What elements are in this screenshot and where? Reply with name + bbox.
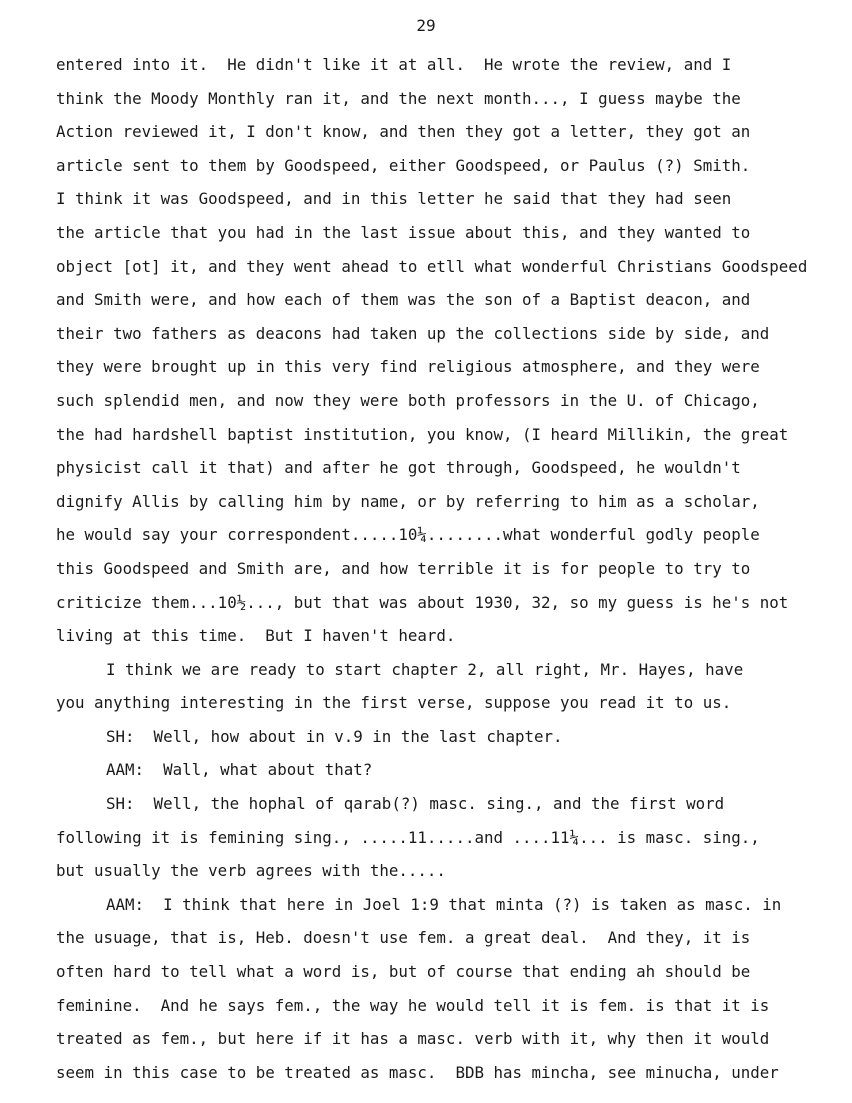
text-line: criticize them...10½..., but that was about 1930, 32, so my guess is he's not xyxy=(56,592,789,612)
text-line: article sent to them by Goodspeed, either Goodspeed, or Paulus (?) Smith. xyxy=(56,155,751,175)
speaker-line-aam: AAM: I think that here in Joel 1:9 that minta (?) is taken as masc. in xyxy=(106,894,782,914)
text-line: this Goodspeed and Smith are, and how terrible it is for people to try to xyxy=(56,558,751,578)
transcript-body xyxy=(56,48,840,1089)
text-line: the article that you had in the last issue about this, and they wanted to xyxy=(56,222,751,242)
text-line: Action reviewed it, I don't know, and then they got a letter, they got an xyxy=(56,122,751,142)
text-line: entered into it. He didn't like it at all. He wrote the review, and I xyxy=(56,55,732,74)
text-line: they were brought up in this very find religious atmosphere, and they were xyxy=(56,357,760,377)
page-number: 29 xyxy=(416,16,436,35)
text-line: but usually the verb agrees with the..... xyxy=(56,861,446,881)
text-line: often hard to tell what a word is, but of course that ending ah should be xyxy=(56,962,751,982)
text-line: object [ot] it, and they went ahead to etll what wonderful Christians Goodspeed xyxy=(56,256,808,276)
text-line: you anything interesting in the first verse, suppose you read it to us. xyxy=(56,693,732,713)
text-line: treated as fem., but here if it has a masc. verb with it, why then it would xyxy=(56,1029,770,1049)
speaker-line-aam: AAM: Wall, what about that? xyxy=(106,760,373,780)
text-line: the usuage, that is, Heb. doesn't use fem. a great deal. And they, it is xyxy=(56,928,751,948)
speaker-line-sh: SH: Well, the hophal of qarab(?) masc. sing., and the first word xyxy=(106,794,725,814)
text-line: physicist call it that) and after he got through, Goodspeed, he wouldn't xyxy=(56,458,741,478)
text-line: the had hardshell baptist institution, you know, (I heard Millikin, the great xyxy=(56,424,789,444)
text-line: their two fathers as deacons had taken up the collections side by side, and xyxy=(56,323,770,343)
text-line: such splendid men, and now they were both professors in the U. of Chicago, xyxy=(56,390,760,410)
text-line: living at this time. But I haven't heard. xyxy=(56,626,456,646)
text-line: think the Moody Monthly ran it, and the next month..., I guess maybe the xyxy=(56,88,741,108)
text-line: he would say your correspondent.....10¼........what wonderful godly people xyxy=(56,525,760,545)
text-line: following it is femining sing., .....11.....and ....11¼... is masc. sing., xyxy=(56,827,760,847)
speaker-line-sh: SH: Well, how about in v.9 in the last chapter. xyxy=(106,726,563,746)
text-line: seem in this case to be treated as masc. BDB has mincha, see minucha, under xyxy=(56,1062,779,1082)
paragraph-start-line: I think we are ready to start chapter 2, all right, Mr. Hayes, have xyxy=(106,659,744,679)
text-line: I think it was Goodspeed, and in this letter he said that they had seen xyxy=(56,189,732,209)
text-line: dignify Allis by calling him by name, or by referring to him as a scholar, xyxy=(56,491,760,511)
text-line: and Smith were, and how each of them was the son of a Baptist deacon, and xyxy=(56,290,751,310)
text-line: feminine. And he says fem., the way he would tell it is fem. is that it is xyxy=(56,995,770,1015)
